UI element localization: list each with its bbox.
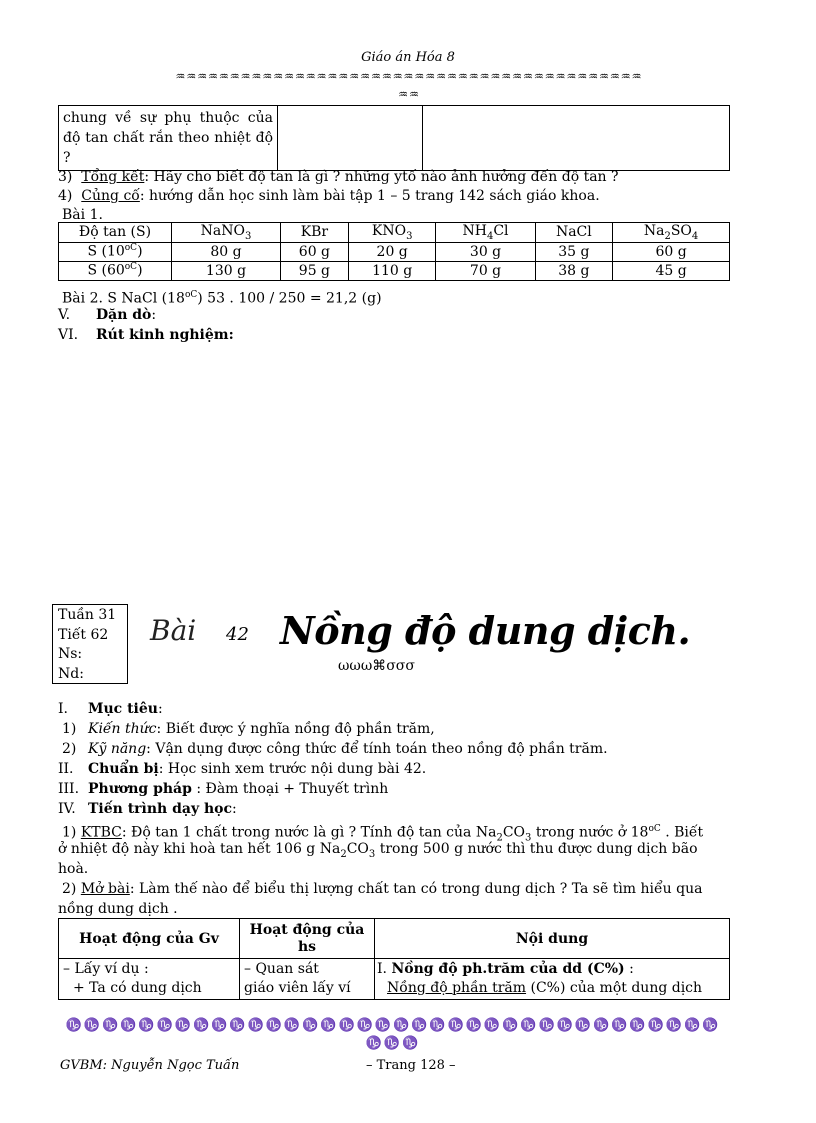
section-vi: VI. Rút kinh nghiệm:	[58, 327, 234, 343]
cell: 30 g	[436, 242, 535, 261]
summary-4: 4) Củng cố: hướng dẫn học sinh làm bài tập 1 – 5 trang 142 sách giáo khoa.	[58, 188, 600, 204]
header-ornament: ♒♒♒♒♒♒♒♒♒♒♒♒♒♒♒♒♒♒♒♒♒♒♒♒♒♒♒♒♒♒♒♒♒♒♒♒♒♒♒♒♒♒♒	[175, 70, 643, 83]
footer-ornament: ♑♑♑♑♑♑♑♑♑♑♑♑♑♑♑♑♑♑♑♑♑♑♑♑♑♑♑♑♑♑♑♑♑♑♑♑	[65, 1018, 721, 1033]
activity-row	[59, 959, 730, 1000]
cell: 130 g	[172, 261, 281, 280]
cell: 35 g	[535, 242, 613, 261]
section-ii: II. Chuẩn bị: Học sinh xem trước nội dung bài 42.	[58, 761, 427, 777]
lesson-period: Tiết 62	[58, 626, 109, 643]
cell: 110 g	[348, 261, 436, 280]
col-hs-header: Hoạt động của hs	[240, 919, 375, 959]
row-label: S $(60^{oC})$	[59, 261, 172, 280]
top-table-cell-1: chung về sự phụ thuộc của độ tan chất rắn theo nhiệt độ ?	[59, 106, 278, 171]
footer-author: GVBM: Nguyễn Ngọc Tuấn	[60, 1058, 240, 1073]
compound-kno3: $KNO_3$	[348, 223, 436, 243]
header-title: Giáo án Hóa 8	[361, 50, 455, 65]
cell: 80 g	[172, 242, 281, 261]
section-v: V. Dặn dò:	[58, 307, 157, 323]
ktbc-line-1: 1) KTBC: Độ tan 1 chất trong nước là gì ? Tính độ tan của $Na_2CO_3$ trong nước ở $18^{oC}$ . Biết	[62, 824, 704, 844]
ktbc-line-3: hoà.	[58, 861, 89, 877]
col-content-header: Nội dung	[375, 919, 730, 959]
solubility-table	[58, 222, 730, 281]
row-label: S $(10^{oC})$	[59, 242, 172, 261]
objective-1: 1) Kiến thức: Biết được ý nghĩa nồng độ phần trăm,	[62, 721, 435, 737]
mobai-line-1: 2) Mở bài: Làm thế nào để biểu thị lượng chất tan có trong dung dịch ? Ta sẽ tìm hiểu qua	[62, 881, 703, 897]
lesson-bai: Bài	[150, 614, 197, 647]
lesson-title: Nồng độ dung dịch.	[280, 608, 691, 653]
lesson-ornament: ωωω⌘σσσ	[338, 658, 415, 674]
objective-2: 2) Kỹ năng: Vận dụng được công thức để tính toán theo nồng độ phần trăm.	[62, 741, 608, 757]
compound-nano3: NaNO$_3$	[172, 223, 281, 243]
lesson-ns: Ns:	[58, 646, 83, 662]
header-label: Độ tan (S)	[59, 223, 172, 243]
col-gv-cell: – Lấy ví dụ : + Ta có dung dịch	[59, 959, 240, 1000]
footer-ornament-2: ♑♑♑	[365, 1036, 421, 1051]
top-table	[58, 105, 730, 171]
cell: 60 g	[280, 242, 348, 261]
ktbc-line-2: ở nhiệt độ này khi hoà tan hết 106 g $Na_2CO_3$ trong 500 g nước thì thu được dung dịch bão	[58, 841, 698, 860]
bai2: Bài 2. S NaCl $(18^{oC})$ 53 . 100 / 250 = 21,2 (g)	[62, 290, 382, 307]
solubility-row-60c	[59, 261, 730, 280]
cell: 45 g	[613, 261, 730, 280]
col-content-cell: I. Nồng độ ph.trăm của dd (C%) : Nồng độ phần trăm (C%) của một dung dịch	[375, 959, 730, 1000]
solubility-header-row	[59, 223, 730, 243]
mobai-line-2: nồng dung dịch .	[58, 901, 178, 917]
footer-page: – Trang 128 –	[366, 1058, 456, 1073]
cell: 95 g	[280, 261, 348, 280]
compound-nh4cl: $NH_4Cl$	[436, 223, 535, 243]
activity-header-row	[59, 919, 730, 959]
section-iii: III. Phương pháp : Đàm thoại + Thuyết trình	[58, 781, 389, 797]
bai1-label: Bài 1.	[62, 207, 103, 223]
lesson-week: Tuần 31	[58, 607, 117, 623]
summary-3: 3) Tổng kết: Hãy cho biết độ tan là gì ? những ytố nào ảnh hưởng đến độ tan ?	[58, 169, 619, 185]
compound-nacl: NaCl	[535, 223, 613, 243]
compound-kbr: KBr	[280, 223, 348, 243]
activity-table	[58, 918, 730, 1000]
lesson-nd: Nd:	[58, 665, 84, 682]
section-i: I. Mục tiêu:	[58, 701, 163, 717]
lesson-number: 42	[226, 624, 249, 645]
cell: 70 g	[436, 261, 535, 280]
compound-na2so4: $Na_2SO_4$	[613, 223, 730, 243]
solubility-row-10c	[59, 242, 730, 261]
col-hs-cell: – Quan sát giáo viên lấy ví	[240, 959, 375, 1000]
col-gv-header: Hoạt động của Gv	[59, 919, 240, 959]
cell: 20 g	[348, 242, 436, 261]
cell: 38 g	[535, 261, 613, 280]
header-ornament-2: ♒♒	[398, 88, 420, 101]
cell: 60 g	[613, 242, 730, 261]
top-table-cell-3	[423, 106, 730, 171]
lesson-box	[52, 604, 128, 684]
section-iv: IV. Tiến trình dạy học:	[58, 801, 237, 817]
top-table-cell-2	[278, 106, 423, 171]
